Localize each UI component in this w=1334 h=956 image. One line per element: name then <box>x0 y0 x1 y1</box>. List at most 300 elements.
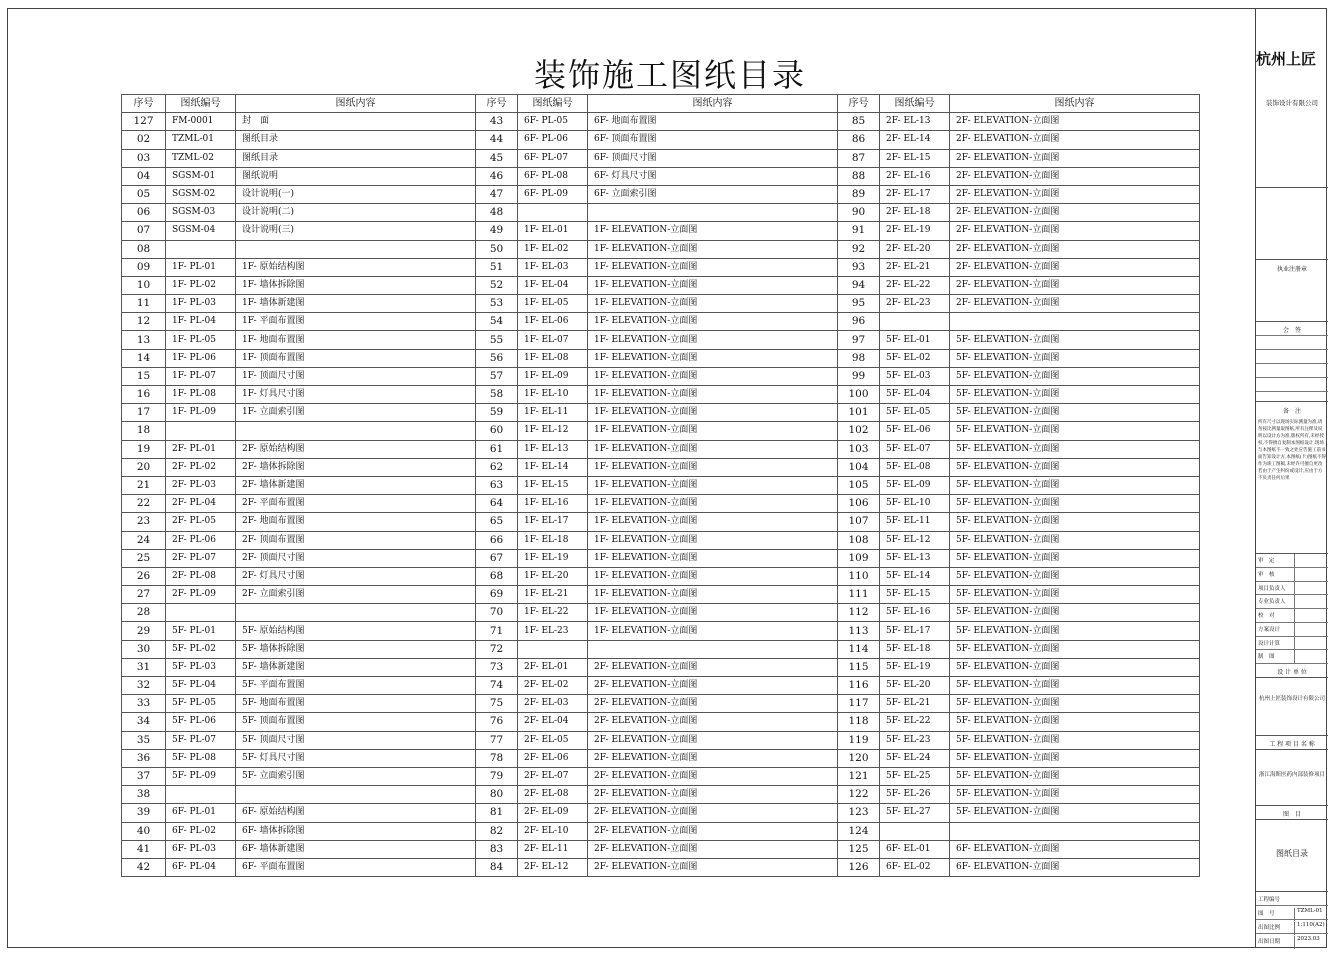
row-desc <box>588 640 838 658</box>
row-seq: 87 <box>838 149 880 167</box>
row-seq: 57 <box>476 367 518 385</box>
role-row <box>1256 595 1328 609</box>
row-desc: 2F- ELEVATION-立面图 <box>950 240 1200 258</box>
header-code: 图纸编号 <box>166 95 236 113</box>
project-no-label: 工程编号 <box>1258 897 1281 903</box>
row-code: 1F- PL-01 <box>166 258 236 276</box>
row-code: 1F- PL-02 <box>166 276 236 294</box>
role-value <box>1294 568 1297 581</box>
row-desc: 2F- ELEVATION-立面图 <box>588 804 838 822</box>
table-row <box>122 313 476 331</box>
role-row <box>1256 609 1328 623</box>
reg-stamp-label: 执业注册章 <box>1276 266 1307 273</box>
table-header-row <box>476 95 838 113</box>
table-row <box>122 440 476 458</box>
row-seq: 127 <box>122 113 166 131</box>
row-seq: 37 <box>122 767 166 785</box>
row-code: 2F- EL-06 <box>518 749 588 767</box>
row-seq: 42 <box>122 858 166 876</box>
table-row <box>838 731 1200 749</box>
row-desc: 6F- 墙体新建图 <box>236 840 476 858</box>
row-code: 5F- EL-10 <box>880 495 950 513</box>
row-desc: 5F- ELEVATION-立面图 <box>950 476 1200 494</box>
row-seq: 36 <box>122 749 166 767</box>
row-desc: 2F- ELEVATION-立面图 <box>950 276 1200 294</box>
table-row <box>122 804 476 822</box>
row-seq: 116 <box>838 677 880 695</box>
design-unit-label-block <box>1256 664 1328 678</box>
table-row <box>476 604 838 622</box>
row-code: 1F- EL-12 <box>518 422 588 440</box>
company-subtitle: 装饰设计有限公司 <box>1266 99 1318 107</box>
row-code: 2F- PL-07 <box>166 549 236 567</box>
drawing-label-block <box>1256 806 1328 820</box>
row-desc: 5F- ELEVATION-立面图 <box>950 677 1200 695</box>
row-seq: 124 <box>838 822 880 840</box>
table-row <box>838 804 1200 822</box>
row-seq: 74 <box>476 677 518 695</box>
row-code: 5F- EL-22 <box>880 713 950 731</box>
row-code: 1F- EL-07 <box>518 331 588 349</box>
row-seq: 75 <box>476 695 518 713</box>
table-row <box>838 840 1200 858</box>
role-label: 制 图 <box>1258 654 1275 661</box>
row-seq: 16 <box>122 386 166 404</box>
row-seq: 64 <box>476 495 518 513</box>
table-row <box>122 185 476 203</box>
row-code: 5F- EL-24 <box>880 749 950 767</box>
row-desc: 1F- ELEVATION-立面图 <box>588 476 838 494</box>
table-row <box>838 695 1200 713</box>
table-row <box>838 331 1200 349</box>
row-desc: 1F- ELEVATION-立面图 <box>588 404 838 422</box>
row-seq: 33 <box>122 695 166 713</box>
table-row <box>476 713 838 731</box>
row-desc: 2F- ELEVATION-立面图 <box>588 822 838 840</box>
row-seq: 50 <box>476 240 518 258</box>
table-row <box>838 786 1200 804</box>
row-desc: 1F- 墙体新建图 <box>236 295 476 313</box>
row-desc: 1F- ELEVATION-立面图 <box>588 495 838 513</box>
role-row <box>1256 650 1328 664</box>
row-code: 2F- PL-02 <box>166 458 236 476</box>
fig-no-value: TZML-01 <box>1294 908 1323 921</box>
table-row <box>838 513 1200 531</box>
row-desc: 5F- ELEVATION-立面图 <box>950 695 1200 713</box>
table-row <box>122 295 476 313</box>
design-unit: 杭州上匠装饰设计有限公司 <box>1258 696 1325 702</box>
row-code: TZML-01 <box>166 131 236 149</box>
table-row <box>476 458 838 476</box>
row-code: 2F- EL-11 <box>518 840 588 858</box>
row-desc <box>950 313 1200 331</box>
row-code: SGSM-02 <box>166 185 236 203</box>
row-seq: 117 <box>838 695 880 713</box>
row-desc: 设计说明(一) <box>236 185 476 203</box>
row-seq: 111 <box>838 586 880 604</box>
row-code <box>880 313 950 331</box>
row-seq: 68 <box>476 567 518 585</box>
countersign-line <box>1256 364 1328 378</box>
title-block <box>1255 8 1327 948</box>
row-desc: 1F- ELEVATION-立面图 <box>588 367 838 385</box>
row-code: 6F- PL-01 <box>166 804 236 822</box>
row-seq: 86 <box>838 131 880 149</box>
table-row <box>122 167 476 185</box>
header-seq: 序号 <box>838 95 880 113</box>
row-seq: 29 <box>122 622 166 640</box>
row-desc: 2F- ELEVATION-立面图 <box>950 149 1200 167</box>
row-desc: 2F- ELEVATION-立面图 <box>950 295 1200 313</box>
row-code: 2F- PL-03 <box>166 476 236 494</box>
row-seq: 110 <box>838 567 880 585</box>
row-code: 5F- EL-23 <box>880 731 950 749</box>
row-seq: 14 <box>122 349 166 367</box>
row-desc: 6F- ELEVATION-立面图 <box>950 858 1200 876</box>
row-code: 1F- EL-20 <box>518 567 588 585</box>
row-seq: 83 <box>476 840 518 858</box>
row-seq: 23 <box>122 513 166 531</box>
row-seq: 25 <box>122 549 166 567</box>
row-desc: 5F- ELEVATION-立面图 <box>950 713 1200 731</box>
row-desc: 1F- 平面布置图 <box>236 313 476 331</box>
row-seq: 24 <box>122 531 166 549</box>
row-seq: 46 <box>476 167 518 185</box>
table-row <box>476 367 838 385</box>
row-code: 1F- EL-10 <box>518 386 588 404</box>
row-seq: 47 <box>476 185 518 203</box>
table-row <box>122 240 476 258</box>
row-code: 2F- EL-08 <box>518 786 588 804</box>
row-desc: 1F- ELEVATION-立面图 <box>588 513 838 531</box>
table-row <box>476 749 838 767</box>
row-code: 5F- EL-20 <box>880 677 950 695</box>
countersign-label: 会 签 <box>1256 322 1328 336</box>
row-code: 2F- EL-20 <box>880 240 950 258</box>
row-desc: 2F- ELEVATION-立面图 <box>588 658 838 676</box>
row-code: FM-0001 <box>166 113 236 131</box>
row-seq: 103 <box>838 440 880 458</box>
table-row <box>838 640 1200 658</box>
row-code: SGSM-01 <box>166 167 236 185</box>
table-row <box>122 276 476 294</box>
table-row <box>838 458 1200 476</box>
table-row <box>838 404 1200 422</box>
row-desc: 2F- ELEVATION-立面图 <box>588 786 838 804</box>
row-seq: 109 <box>838 549 880 567</box>
row-desc <box>236 240 476 258</box>
row-seq: 85 <box>838 113 880 131</box>
row-desc: 5F- ELEVATION-立面图 <box>950 604 1200 622</box>
table-row <box>838 386 1200 404</box>
table-row <box>838 677 1200 695</box>
row-desc: 5F- ELEVATION-立面图 <box>950 731 1200 749</box>
row-desc: 5F- ELEVATION-立面图 <box>950 513 1200 531</box>
table-row <box>838 658 1200 676</box>
row-seq: 10 <box>122 276 166 294</box>
table-row <box>838 749 1200 767</box>
row-desc: 2F- ELEVATION-立面图 <box>950 167 1200 185</box>
table-row <box>838 295 1200 313</box>
role-row <box>1256 623 1328 637</box>
row-seq: 06 <box>122 204 166 222</box>
row-code: 1F- EL-09 <box>518 367 588 385</box>
table-row <box>122 749 476 767</box>
row-code: 1F- PL-06 <box>166 349 236 367</box>
row-desc: 5F- 立面索引图 <box>236 767 476 785</box>
row-code: 1F- PL-03 <box>166 295 236 313</box>
table-row <box>838 185 1200 203</box>
row-code: 1F- EL-13 <box>518 440 588 458</box>
row-desc: 2F- 顶面布置图 <box>236 531 476 549</box>
header-seq: 序号 <box>476 95 518 113</box>
row-code: 6F- PL-06 <box>518 131 588 149</box>
row-code: 2F- EL-07 <box>518 767 588 785</box>
row-desc: 1F- ELEVATION-立面图 <box>588 222 838 240</box>
row-code: 1F- EL-16 <box>518 495 588 513</box>
row-desc: 5F- ELEVATION-立面图 <box>950 767 1200 785</box>
table-row <box>122 658 476 676</box>
row-seq: 102 <box>838 422 880 440</box>
row-code: 2F- EL-15 <box>880 149 950 167</box>
table-row <box>838 440 1200 458</box>
row-seq: 62 <box>476 458 518 476</box>
row-code: 2F- PL-08 <box>166 567 236 585</box>
date-label: 出图日期 <box>1258 939 1281 945</box>
table-row <box>838 349 1200 367</box>
row-code: 2F- EL-19 <box>880 222 950 240</box>
row-code: 5F- EL-09 <box>880 476 950 494</box>
table-row <box>122 822 476 840</box>
table-row <box>838 367 1200 385</box>
row-seq: 65 <box>476 513 518 531</box>
row-desc <box>236 786 476 804</box>
table-row <box>838 531 1200 549</box>
role-label: 设计计算 <box>1258 640 1281 647</box>
table-row <box>476 422 838 440</box>
row-desc: 5F- ELEVATION-立面图 <box>950 786 1200 804</box>
row-code: 1F- PL-07 <box>166 367 236 385</box>
row-seq: 02 <box>122 131 166 149</box>
row-desc: 封 面 <box>236 113 476 131</box>
row-seq: 96 <box>838 313 880 331</box>
table-row <box>838 767 1200 785</box>
row-code: 6F- PL-07 <box>518 149 588 167</box>
row-seq: 30 <box>122 640 166 658</box>
table-row <box>838 713 1200 731</box>
table-row <box>476 313 838 331</box>
table-row <box>476 404 838 422</box>
table-row <box>476 567 838 585</box>
row-code <box>166 240 236 258</box>
table-header-row <box>122 95 476 113</box>
row-code: 5F- EL-14 <box>880 567 950 585</box>
row-seq: 32 <box>122 677 166 695</box>
row-code: 5F- EL-07 <box>880 440 950 458</box>
table-row <box>476 622 838 640</box>
table-row <box>476 113 838 131</box>
reg-stamp-block <box>1256 260 1328 322</box>
table-row <box>476 513 838 531</box>
table-row <box>476 840 838 858</box>
row-seq: 59 <box>476 404 518 422</box>
row-desc <box>588 204 838 222</box>
row-code: 2F- EL-16 <box>880 167 950 185</box>
row-seq: 105 <box>838 476 880 494</box>
table-row <box>476 731 838 749</box>
header-code: 图纸编号 <box>880 95 950 113</box>
notes-text: 所有尺寸以现场实际测量为准,请勿按比例量取图纸,所有注释及说明以设计方为准,版权所有,未经授权,不得擅自复制本图纸设计,现场与本图纸不一致之处应告施工前书面告知设计方,本图纸(卡)图纸不得作为竣工图稿,未经许可擅自更改若由于产生纠纷或设计,应由于方不负责任何后果 <box>1258 420 1326 481</box>
row-code: 6F- PL-05 <box>518 113 588 131</box>
row-code: 5F- PL-08 <box>166 749 236 767</box>
row-seq: 122 <box>838 786 880 804</box>
row-seq: 55 <box>476 331 518 349</box>
row-code: 1F- EL-17 <box>518 513 588 531</box>
table-row <box>122 513 476 531</box>
row-seq: 45 <box>476 149 518 167</box>
row-desc: 2F- ELEVATION-立面图 <box>588 767 838 785</box>
row-seq: 80 <box>476 786 518 804</box>
table-row <box>122 367 476 385</box>
row-code: 1F- EL-15 <box>518 476 588 494</box>
table-row <box>476 658 838 676</box>
row-code: 2F- EL-10 <box>518 822 588 840</box>
scale-label: 出图比例 <box>1258 925 1281 931</box>
row-desc: 1F- ELEVATION-立面图 <box>588 440 838 458</box>
company-block <box>1256 8 1328 188</box>
role-label: 专业负责人 <box>1258 599 1286 606</box>
row-code: 6F- EL-01 <box>880 840 950 858</box>
row-seq: 07 <box>122 222 166 240</box>
row-seq: 15 <box>122 367 166 385</box>
row-seq: 76 <box>476 713 518 731</box>
row-code: 2F- EL-12 <box>518 858 588 876</box>
row-desc: 2F- ELEVATION-立面图 <box>588 713 838 731</box>
row-code <box>518 204 588 222</box>
row-code: 1F- EL-05 <box>518 295 588 313</box>
countersign-block <box>1256 322 1328 402</box>
row-seq: 54 <box>476 313 518 331</box>
table-row <box>838 222 1200 240</box>
role-label: 校 对 <box>1258 613 1275 619</box>
row-code: 5F- EL-16 <box>880 604 950 622</box>
table-row <box>838 822 1200 840</box>
table-row <box>122 222 476 240</box>
table-row <box>838 622 1200 640</box>
row-desc: 2F- 原始结构图 <box>236 440 476 458</box>
row-desc: 1F- ELEVATION-立面图 <box>588 422 838 440</box>
row-desc: 1F- ELEVATION-立面图 <box>588 258 838 276</box>
row-desc: 6F- 地面布置图 <box>588 113 838 131</box>
row-code: 2F- PL-01 <box>166 440 236 458</box>
row-seq: 115 <box>838 658 880 676</box>
row-desc: 6F- 顶面布置图 <box>588 131 838 149</box>
header-desc: 图纸内容 <box>950 95 1200 113</box>
row-desc: 5F- ELEVATION-立面图 <box>950 567 1200 585</box>
row-code: 6F- PL-02 <box>166 822 236 840</box>
row-desc: 1F- 立面索引图 <box>236 404 476 422</box>
table-row <box>122 204 476 222</box>
row-code: 5F- PL-01 <box>166 622 236 640</box>
table-row <box>122 495 476 513</box>
table-row <box>838 549 1200 567</box>
table-row <box>838 313 1200 331</box>
row-seq: 113 <box>838 622 880 640</box>
role-row <box>1256 582 1328 596</box>
row-desc: 5F- ELEVATION-立面图 <box>950 640 1200 658</box>
table-row <box>476 858 838 876</box>
blank-block <box>1256 188 1328 260</box>
table-row <box>476 349 838 367</box>
row-code: 6F- PL-08 <box>518 167 588 185</box>
row-code: 1F- EL-06 <box>518 313 588 331</box>
row-seq: 13 <box>122 331 166 349</box>
row-seq: 98 <box>838 349 880 367</box>
row-desc: 1F- ELEVATION-立面图 <box>588 586 838 604</box>
table-row <box>838 258 1200 276</box>
row-desc: 1F- 墙体拆除图 <box>236 276 476 294</box>
row-code: 5F- PL-04 <box>166 677 236 695</box>
row-seq: 94 <box>838 276 880 294</box>
table-row <box>122 695 476 713</box>
row-desc: 1F- ELEVATION-立面图 <box>588 567 838 585</box>
row-desc: 2F- ELEVATION-立面图 <box>950 204 1200 222</box>
row-desc: 5F- ELEVATION-立面图 <box>950 367 1200 385</box>
row-seq: 81 <box>476 804 518 822</box>
row-code: 1F- EL-01 <box>518 222 588 240</box>
row-desc: 5F- ELEVATION-立面图 <box>950 349 1200 367</box>
table-row <box>476 549 838 567</box>
row-code: 2F- EL-01 <box>518 658 588 676</box>
row-code: 1F- EL-02 <box>518 240 588 258</box>
row-seq: 66 <box>476 531 518 549</box>
countersign-line <box>1256 336 1328 350</box>
table-row <box>838 495 1200 513</box>
role-value <box>1294 582 1297 595</box>
table-row <box>476 331 838 349</box>
row-seq: 11 <box>122 295 166 313</box>
row-desc: 5F- ELEVATION-立面图 <box>950 531 1200 549</box>
row-code: 6F- PL-03 <box>166 840 236 858</box>
row-seq: 04 <box>122 167 166 185</box>
row-desc: 6F- 灯具尺寸图 <box>588 167 838 185</box>
row-desc: 设计说明(二) <box>236 204 476 222</box>
row-seq: 114 <box>838 640 880 658</box>
row-seq: 27 <box>122 586 166 604</box>
table-row <box>122 549 476 567</box>
role-value <box>1294 595 1297 608</box>
row-code: 5F- EL-17 <box>880 622 950 640</box>
table-row <box>476 804 838 822</box>
table-row <box>838 204 1200 222</box>
row-desc <box>236 604 476 622</box>
row-code: 5F- EL-12 <box>880 531 950 549</box>
row-code: 5F- EL-21 <box>880 695 950 713</box>
row-desc: 设计说明(三) <box>236 222 476 240</box>
row-code: 1F- EL-14 <box>518 458 588 476</box>
row-seq: 100 <box>838 386 880 404</box>
table-row <box>838 476 1200 494</box>
row-desc: 2F- ELEVATION-立面图 <box>588 749 838 767</box>
row-code: 5F- EL-04 <box>880 386 950 404</box>
row-desc: 2F- ELEVATION-立面图 <box>588 695 838 713</box>
row-desc: 2F- 墙体新建图 <box>236 476 476 494</box>
row-desc: 2F- 墙体拆除图 <box>236 458 476 476</box>
role-value <box>1294 650 1297 663</box>
row-code: 1F- PL-08 <box>166 386 236 404</box>
row-code: 5F- PL-02 <box>166 640 236 658</box>
role-label: 方案设计 <box>1258 626 1281 633</box>
